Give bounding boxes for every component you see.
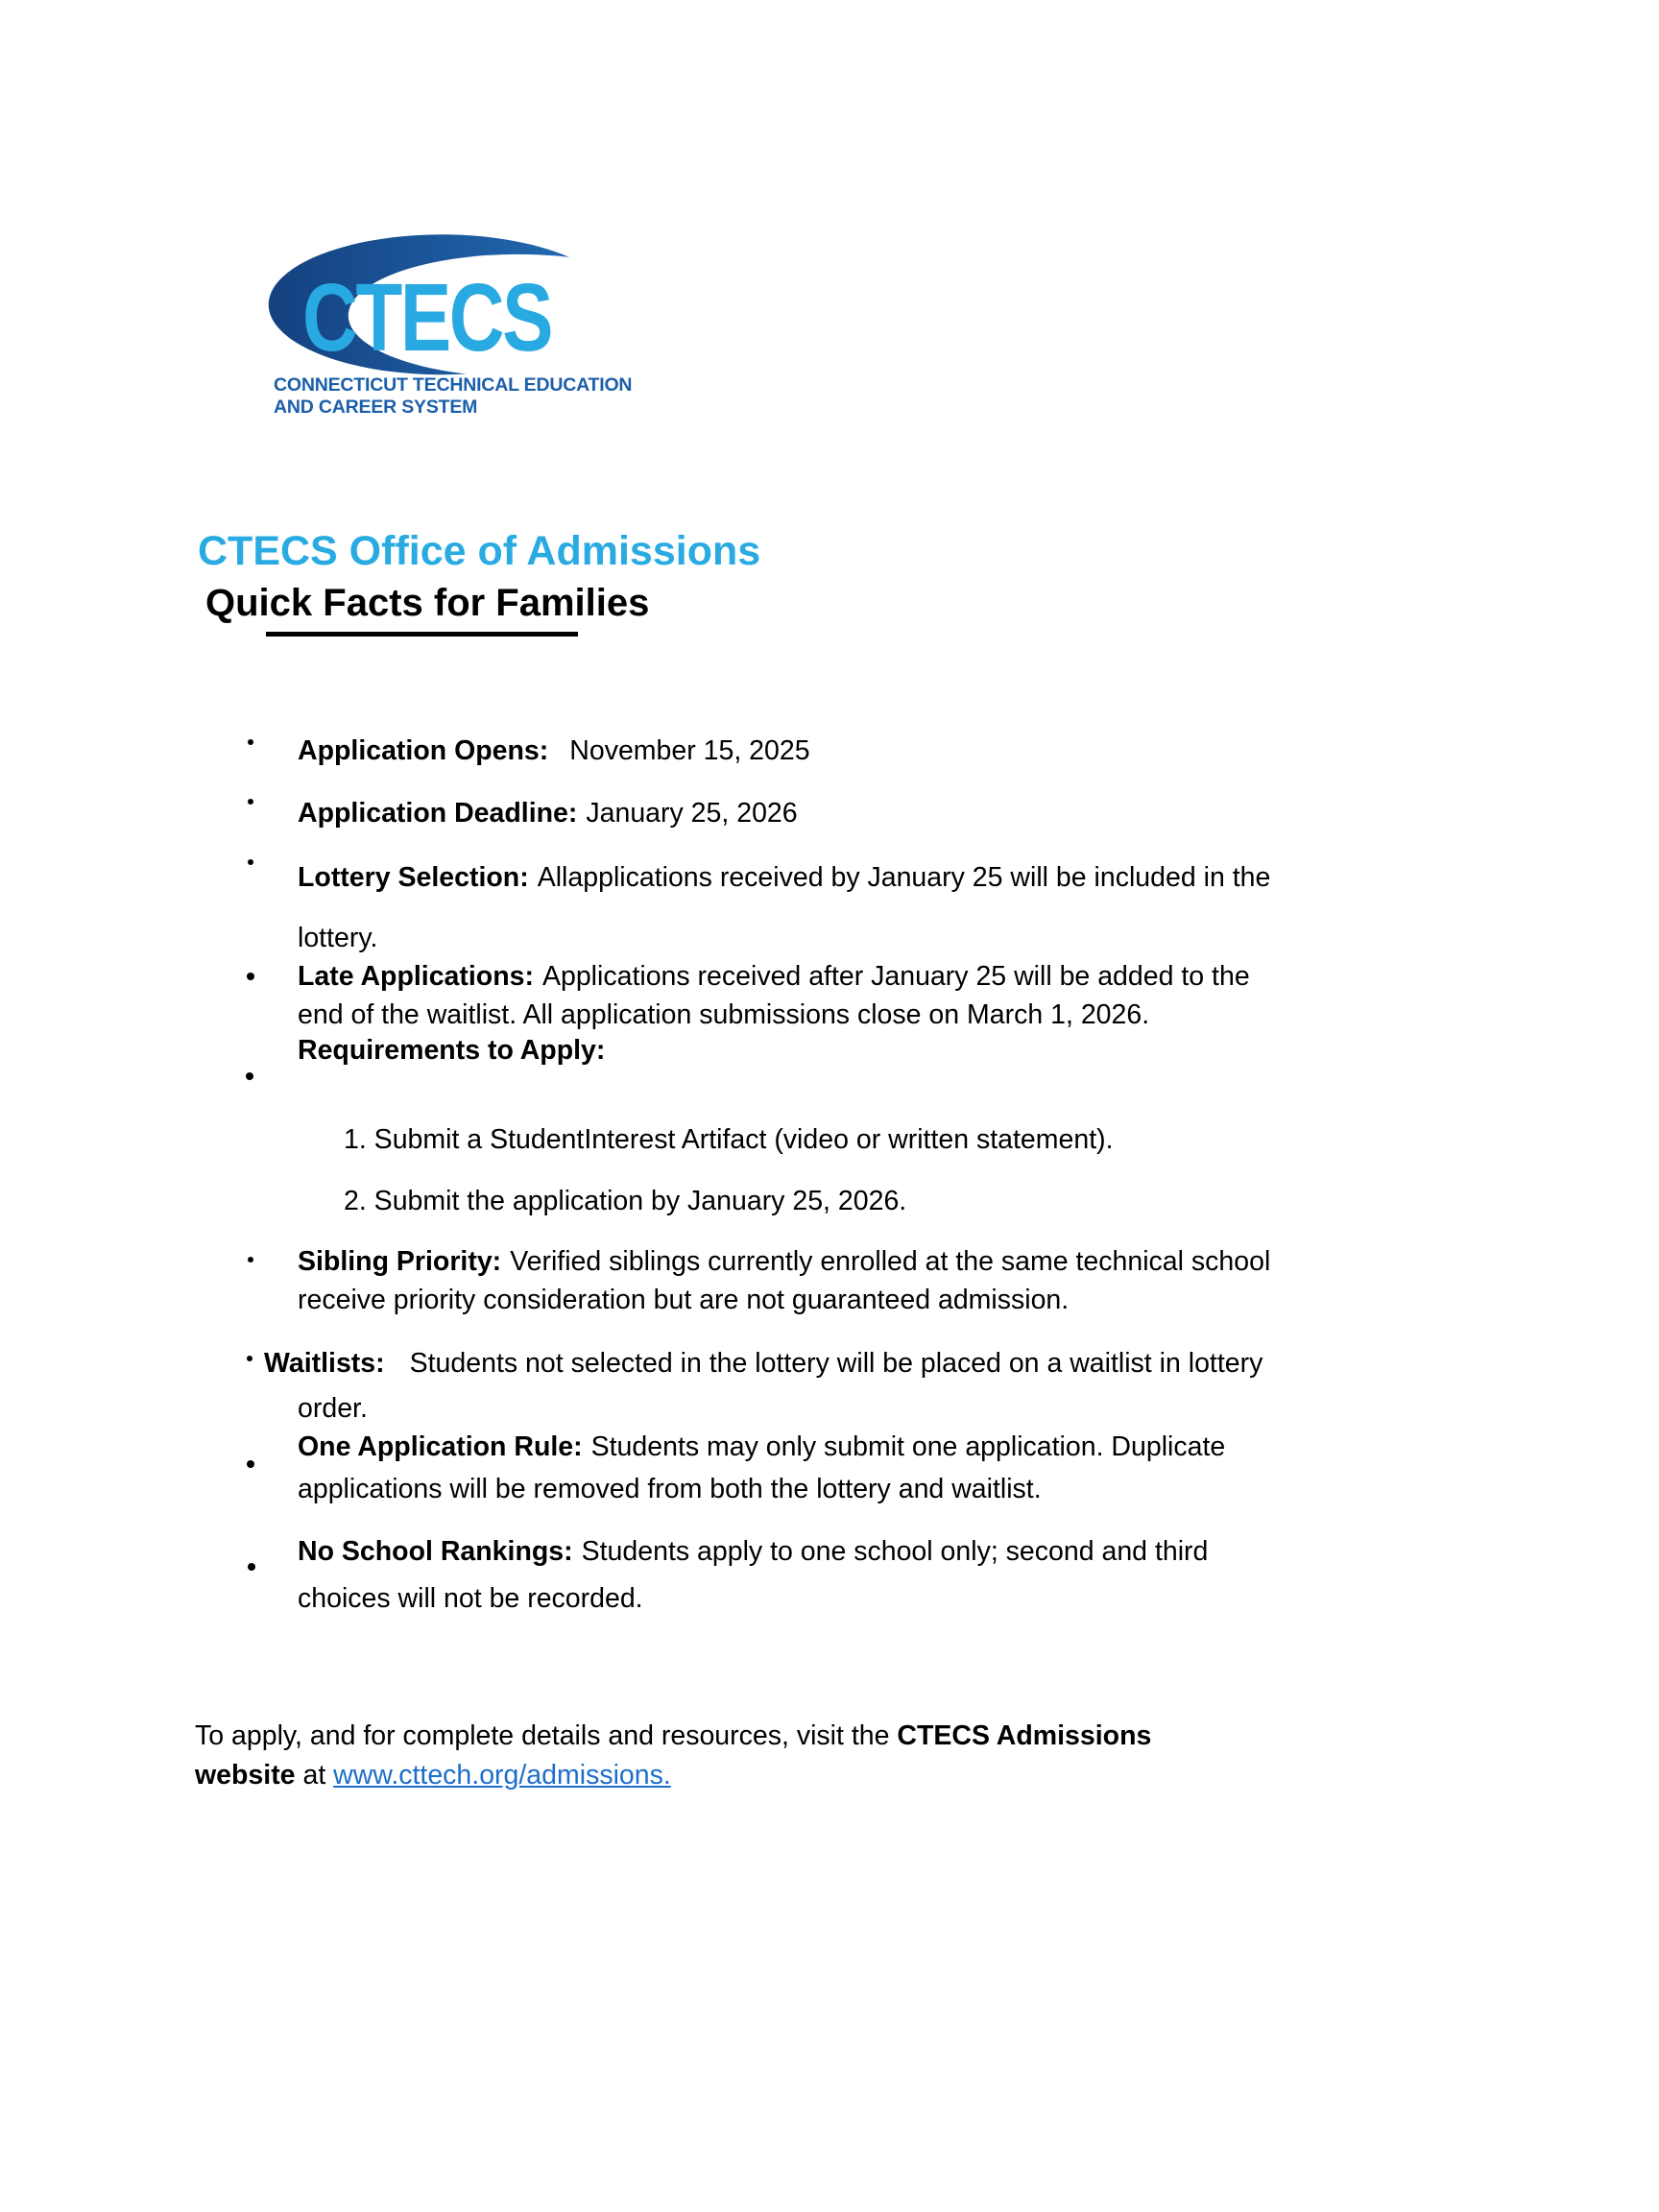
- bullet-label: No School Rankings:: [298, 1536, 573, 1567]
- bullet-lottery-selection-line2: lottery.: [298, 923, 378, 953]
- bullet-text: January 25, 2026: [586, 798, 798, 829]
- bullet-marker: [248, 1563, 255, 1571]
- logo-tagline: [274, 374, 632, 418]
- bullet-label: Application Deadline:: [298, 798, 578, 829]
- bullet-text: Students apply to one school only; second and third: [581, 1536, 1209, 1567]
- closing-text: To apply, and for complete details and resources, visit the: [195, 1720, 898, 1751]
- admissions-link[interactable]: www.cttech.org/admissions.: [333, 1760, 671, 1791]
- logo-tagline-line1: CONNECTICUT TECHNICAL EDUCATION: [274, 374, 633, 396]
- bullet-label: Waitlists:: [264, 1348, 385, 1379]
- bullet-one-application-rule: [298, 1428, 1225, 1467]
- bullet-label: Sibling Priority:: [298, 1246, 502, 1277]
- bullet-marker: [247, 973, 254, 980]
- bullet-waitlists-line2: order.: [298, 1393, 368, 1424]
- ctecs-logo: [211, 228, 633, 424]
- bullet-late-applications-line2: end of the waitlist. All application submissions close on March 1, 2026.: [298, 999, 1150, 1030]
- bullet-one-application-rule-line2: applications will be removed from both the lottery and waitlist.: [298, 1474, 1042, 1504]
- closing-line1: [195, 1717, 1151, 1756]
- closing-text: at: [295, 1760, 334, 1791]
- bullet-label: Late Applications:: [298, 961, 534, 992]
- bullet-label: Lottery Selection:: [298, 862, 529, 893]
- closing-line2: [195, 1756, 671, 1795]
- subtitle-heading: Quick Facts for Families: [205, 582, 650, 624]
- bullet-application-opens: [298, 732, 810, 771]
- bullet-text: Students not selected in the lottery will be placed on a waitlist in lottery: [409, 1348, 1263, 1379]
- bullet-marker: [246, 1072, 253, 1080]
- bullet-late-applications: [298, 957, 1250, 997]
- logo-tagline-line2: AND CAREER SYSTEM: [274, 396, 478, 418]
- bullet-marker: [248, 859, 253, 865]
- office-heading: CTECS Office of Admissions: [198, 528, 761, 574]
- numbered-item-1: 1. Submit a StudentInterest Artifact (video or written statement).: [344, 1124, 1114, 1155]
- bullet-text: Verified siblings currently enrolled at the same technical school: [510, 1246, 1271, 1277]
- bullet-marker: [247, 1460, 254, 1468]
- bullet-label: One Application Rule:: [298, 1431, 583, 1462]
- bullet-requirements: [298, 1031, 605, 1070]
- logo-acronym: CTECS: [302, 264, 552, 372]
- bullet-text: November 15, 2025: [569, 735, 810, 766]
- bullet-marker: [248, 799, 253, 805]
- bullet-no-school-rankings: [298, 1532, 1208, 1572]
- bullet-text: Allapplications received by January 25 will be included in the: [537, 862, 1271, 893]
- bullet-application-deadline: [298, 794, 798, 833]
- bullet-label: Requirements to Apply:: [298, 1035, 606, 1066]
- bullet-lottery-selection: [298, 858, 1270, 898]
- subtitle-underline: [266, 632, 578, 637]
- closing-bold: website: [195, 1760, 296, 1791]
- numbered-item-2: 2. Submit the application by January 25, 2026.: [344, 1186, 907, 1216]
- bullet-text: Students may only submit one application. Duplicate: [590, 1431, 1226, 1462]
- closing-bold: CTECS Admissions: [897, 1720, 1152, 1751]
- bullet-sibling-priority: [298, 1242, 1270, 1282]
- bullet-marker: [248, 739, 253, 745]
- bullet-label: Application Opens:: [298, 735, 549, 766]
- bullet-no-school-rankings-line2: choices will not be recorded.: [298, 1583, 643, 1614]
- bullet-waitlists: [264, 1344, 1262, 1383]
- bullet-marker: [247, 1356, 252, 1361]
- bullet-marker: [248, 1257, 253, 1262]
- bullet-sibling-priority-line2: receive priority consideration but are not guaranteed admission.: [298, 1285, 1070, 1315]
- bullet-text: Applications received after January 25 will be added to the: [541, 961, 1250, 992]
